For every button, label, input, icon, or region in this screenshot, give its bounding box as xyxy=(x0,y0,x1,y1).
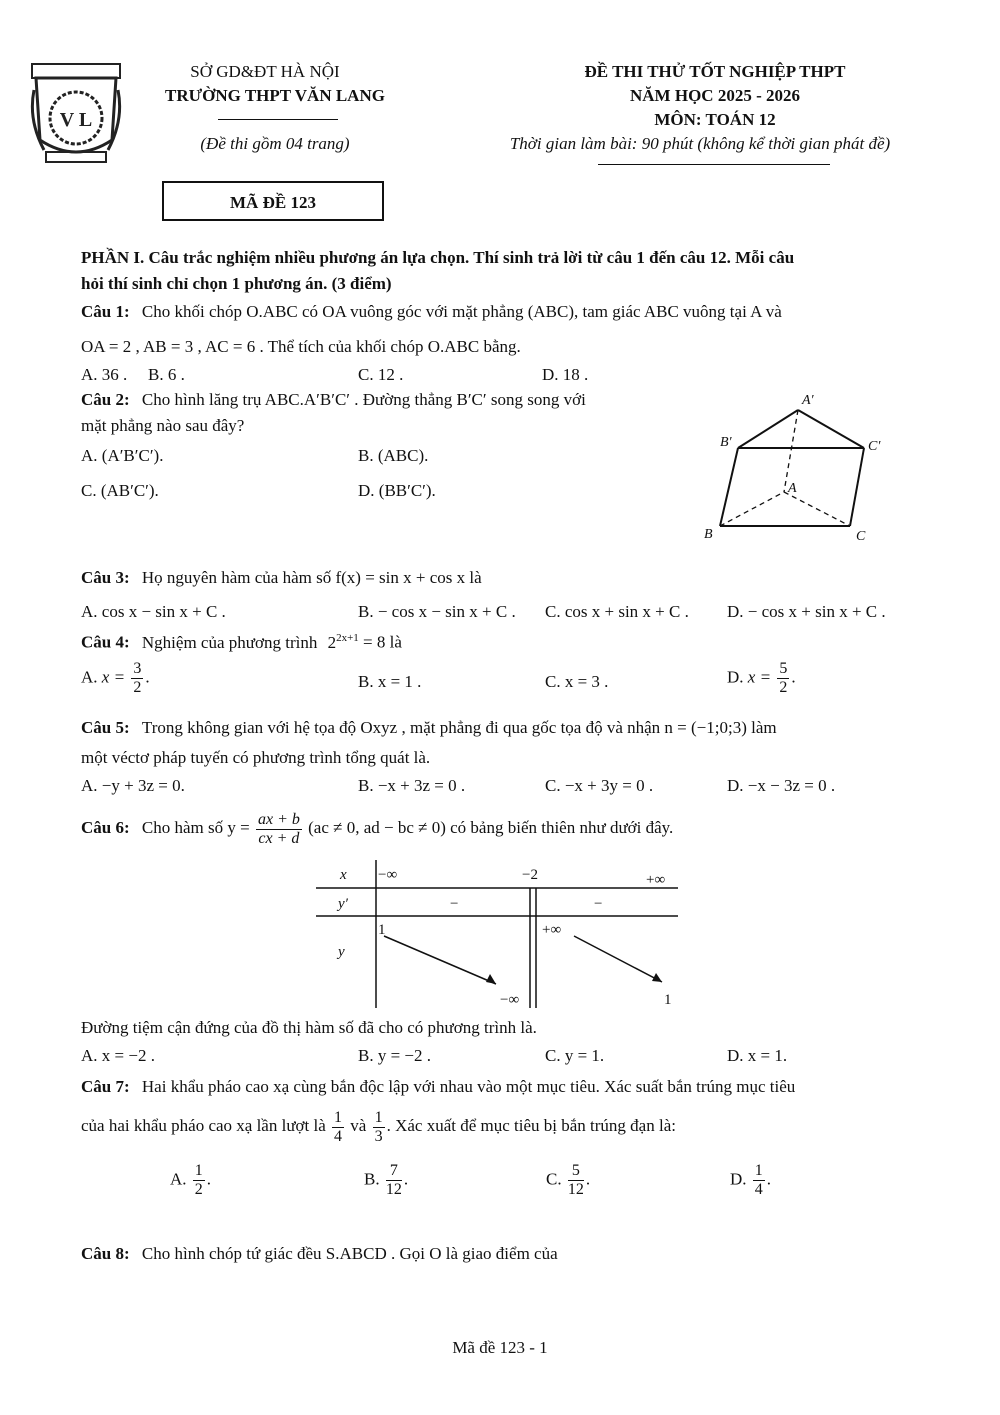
q7-b-num: 7 xyxy=(386,1162,402,1181)
q7-line1: Hai khẩu pháo cao xạ cùng bắn độc lập với nhau vào một mục tiêu. Xác suất bắn trúng mục tiêu xyxy=(141,1077,796,1096)
q4-d-den: 2 xyxy=(779,679,788,696)
q4-d-post: . xyxy=(791,667,796,687)
q3-option-d[interactable]: D. − cos x + sin x + C . xyxy=(727,602,886,621)
q7-option-c[interactable]: C. $\frac{5}{12}$ . xyxy=(546,1162,591,1198)
exam-title: ĐỀ THI THỬ TỐT NGHIỆP THPT xyxy=(584,62,846,81)
q7-and: và xyxy=(350,1116,367,1135)
q1-option-c[interactable]: C. 12 . xyxy=(358,365,404,384)
q1-line1: Cho khối chóp O.ABC có OA vuông góc với mặt phẳng (ABC), tam giác ABC vuông tại A và xyxy=(141,302,782,321)
table-y-end: 1 xyxy=(664,992,672,1008)
q7-option-b[interactable]: B. $\frac{7}{12}$ . xyxy=(364,1162,409,1198)
variation-table xyxy=(316,860,686,1010)
q6-label: Câu 6: xyxy=(81,818,130,837)
q6-option-a[interactable]: A. x = −2 . xyxy=(81,1046,155,1065)
q8-stem: Cho hình chóp tứ giác đều S.ABCD . Gọi O là giao điểm của xyxy=(141,1244,558,1263)
q6-option-d[interactable]: D. x = 1. xyxy=(727,1046,788,1065)
q7-option-a[interactable]: A. $\frac{1}{2}$ . xyxy=(170,1162,212,1198)
department-name: SỞ GD&ĐT HÀ NỘI xyxy=(190,62,340,81)
q5-option-a[interactable]: A. −y + 3z = 0. xyxy=(81,776,185,795)
q5-line2: một véctơ pháp tuyến có phương trình tổng quát là. xyxy=(81,748,431,767)
table-y-start: 1 xyxy=(378,922,386,938)
fig-label-a: A xyxy=(788,481,797,496)
q4-label: Câu 4: xyxy=(81,632,130,652)
q7-f1-den: 4 xyxy=(334,1127,343,1145)
q7-d-den: 4 xyxy=(754,1181,763,1198)
q2-option-b[interactable]: B. (ABC). xyxy=(358,446,429,465)
fig-label-b1: B′ xyxy=(720,435,732,450)
q2 xyxy=(81,390,586,410)
q5-option-d[interactable]: D. −x − 3z = 0 . xyxy=(727,776,836,795)
q5-option-b[interactable]: B. −x + 3z = 0 . xyxy=(358,776,466,795)
prism-figure xyxy=(700,388,890,548)
q3-label: Câu 3: xyxy=(81,568,130,587)
q7-a-prefix: A. xyxy=(170,1169,187,1189)
q7 xyxy=(81,1077,795,1097)
q4-option-b[interactable]: B. x = 1 . xyxy=(358,672,422,691)
page-footer: Mã đề 123 - 1 xyxy=(452,1338,548,1357)
q4-a-var: x = xyxy=(101,667,126,687)
q3-stem: Họ nguyên hàm của hàm số f(x) = sin x + cos x là xyxy=(141,568,482,587)
q7-f1-num: 1 xyxy=(334,1108,343,1126)
q7-b-fraction xyxy=(386,1162,402,1199)
q2-line2: mặt phẳng nào sau đây? xyxy=(81,416,245,435)
school-logo xyxy=(26,60,126,168)
q7-line2 xyxy=(81,1104,676,1148)
q7-option-d[interactable]: D. $\frac{1}{4}$ . xyxy=(730,1162,772,1198)
q2-option-a[interactable]: A. (A′B′C′). xyxy=(81,446,164,465)
q7-d-fraction xyxy=(753,1162,765,1199)
fig-label-b: B xyxy=(704,527,713,542)
q3 xyxy=(81,568,482,588)
q3-option-b[interactable]: B. − cos x − sin x + C . xyxy=(358,602,516,621)
q6-option-c[interactable]: C. y = 1. xyxy=(545,1046,605,1065)
q4-d-num: 5 xyxy=(779,660,788,677)
q5 xyxy=(81,718,777,738)
q7-line2-pre: của hai khẩu pháo cao xạ lần lượt là xyxy=(81,1116,326,1135)
q7-a-fraction xyxy=(193,1162,205,1199)
table-x-label: x xyxy=(340,867,347,883)
q5-label: Câu 5: xyxy=(81,718,130,737)
q4-a-prefix: A. xyxy=(81,667,98,687)
q8-label: Câu 8: xyxy=(81,1244,130,1263)
q7-b-den: 12 xyxy=(385,1181,402,1198)
q6 xyxy=(81,808,673,848)
q2-line1: Cho hình lăng trụ ABC.A′B′C′ . Đường thẳng B′C′ song song với xyxy=(141,390,586,409)
svg-text:V L: V L xyxy=(59,109,93,131)
q4-stem: Nghiệm của phương trình xyxy=(141,632,318,652)
part1-title-line2: hỏi thí sinh chỉ chọn 1 phương án. (3 điểm) xyxy=(81,274,392,293)
fig-label-c: C xyxy=(856,529,866,544)
q7-b-prefix: B. xyxy=(364,1169,380,1189)
table-x-minus2: −2 xyxy=(522,867,538,883)
q7-f2-num: 1 xyxy=(374,1108,383,1126)
table-y-neg-inf: −∞ xyxy=(500,992,520,1008)
q2-option-d[interactable]: D. (BB′C′). xyxy=(358,481,436,500)
q4-d-prefix: D. xyxy=(727,667,744,687)
table-x-neg-inf: −∞ xyxy=(378,867,398,883)
q4-option-c[interactable]: C. x = 3 . xyxy=(545,672,609,691)
q5-option-c[interactable]: C. −x + 3y = 0 . xyxy=(545,776,654,795)
q6-stem-post: (ac ≠ 0, ad − bc ≠ 0) có bảng biến thiên như dưới đây. xyxy=(308,818,674,837)
q1-option-b[interactable]: B. 6 . xyxy=(148,365,185,384)
q7-line2-post: . Xác xuất để mục tiêu bị bắn trúng đạn là: xyxy=(386,1116,676,1135)
table-x-pos-inf: +∞ xyxy=(646,872,666,888)
page-count-note: (Đề thi gồm 04 trang) xyxy=(200,134,350,153)
q4-d-var: x = xyxy=(747,667,772,687)
q4-eq-rhs: = 8 là xyxy=(363,632,402,652)
table-yp-sign1: − xyxy=(450,896,459,912)
school-name: TRƯỜNG THPT VĂN LANG xyxy=(165,86,385,105)
q4-eq-exp: 2x+1 xyxy=(336,632,359,644)
q4-a-post: . xyxy=(145,667,150,687)
school-year: NĂM HỌC 2025 - 2026 xyxy=(630,86,800,105)
q4-option-d[interactable] xyxy=(727,660,796,697)
q4-a-num: 3 xyxy=(133,660,142,677)
table-yp-label: y′ xyxy=(338,896,348,912)
q7-c-fraction xyxy=(568,1162,584,1199)
q6-after: Đường tiệm cận đứng của đồ thị hàm số đã cho có phương trình là. xyxy=(81,1018,537,1037)
q2-label: Câu 2: xyxy=(81,390,130,409)
q7-c-den: 12 xyxy=(567,1181,584,1198)
time-note: Thời gian làm bài: 90 phút (không kể thời gian phát đề) xyxy=(509,134,891,153)
q1 xyxy=(81,302,782,322)
q3-option-a[interactable]: A. cos x − sin x + C . xyxy=(81,602,226,621)
q6-frac-num: ax + b xyxy=(257,810,300,828)
q8 xyxy=(81,1244,558,1264)
q7-d-num: 1 xyxy=(754,1162,763,1179)
fig-label-c1: C′ xyxy=(868,439,881,454)
q1-option-d[interactable]: D. 18 . xyxy=(542,365,589,384)
q1-label: Câu 1: xyxy=(81,302,130,321)
q2-option-c[interactable]: C. (AB′C′). xyxy=(81,481,159,500)
q7-fraction-1 xyxy=(332,1109,344,1146)
q1-line2: OA = 2 , AB = 3 , AC = 6 . Thể tích của khối chóp O.ABC bằng. xyxy=(81,337,521,356)
part1-title-line1: PHẦN I. Câu trắc nghiệm nhiều phương án lựa chọn. Thí sinh trả lời từ câu 1 đến câu 12. Mỗi câu xyxy=(81,248,795,267)
q6-option-b[interactable]: B. y = −2 . xyxy=(358,1046,432,1065)
exam-code-box: MÃ ĐỀ 123 xyxy=(162,181,384,221)
q4-eq-base: 2 xyxy=(327,632,337,652)
q4-option-a[interactable] xyxy=(81,660,150,697)
table-y-label: y xyxy=(338,944,345,960)
q4 xyxy=(81,632,402,653)
q7-f2-den: 3 xyxy=(374,1127,383,1145)
subject: MÔN: TOÁN 12 xyxy=(654,110,776,129)
q4-a-den: 2 xyxy=(133,679,142,696)
q7-label: Câu 7: xyxy=(81,1077,130,1096)
q6-fraction xyxy=(256,811,302,848)
q7-d-prefix: D. xyxy=(730,1169,747,1189)
q7-c-prefix: C. xyxy=(546,1169,562,1189)
q6-frac-den: cx + d xyxy=(258,829,300,847)
header-left-rule xyxy=(218,119,338,120)
table-y-pos-inf: +∞ xyxy=(542,922,562,938)
q4-d-fraction xyxy=(777,660,789,697)
q4-a-fraction xyxy=(131,660,143,697)
header-right-rule xyxy=(598,164,830,165)
fig-label-a1: A′ xyxy=(802,393,814,408)
q6-stem-pre: Cho hàm số y = xyxy=(141,818,250,837)
q1-option-a[interactable]: A. 36 . xyxy=(81,365,128,384)
q7-fraction-2 xyxy=(373,1109,385,1146)
q3-option-c[interactable]: C. cos x + sin x + C . xyxy=(545,602,689,621)
table-yp-sign2: − xyxy=(594,896,603,912)
q5-line1: Trong không gian với hệ tọa độ Oxyz , mặt phẳng đi qua gốc tọa độ và nhận n = (−1;0;3) làm xyxy=(141,718,777,737)
q7-a-den: 2 xyxy=(194,1181,203,1198)
q7-a-num: 1 xyxy=(194,1162,203,1179)
q7-c-num: 5 xyxy=(568,1162,584,1181)
